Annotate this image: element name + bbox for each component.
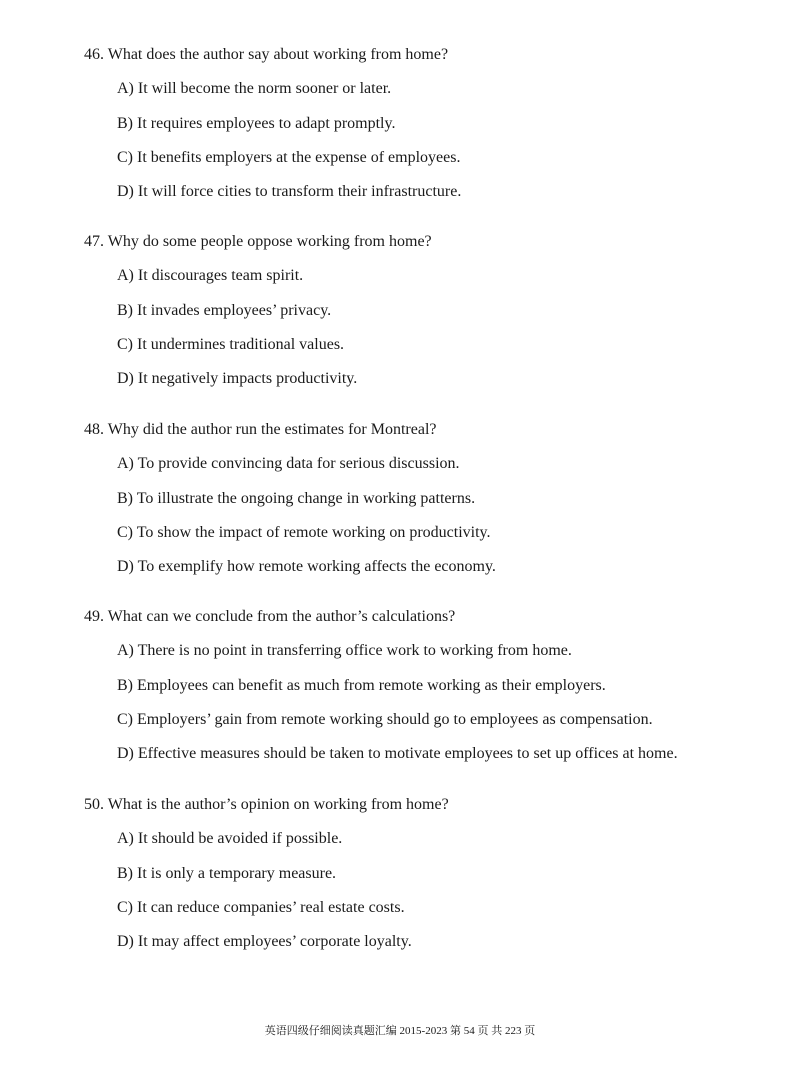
option-list (84, 829, 764, 952)
option-b: B) It invades employees’ privacy. (117, 301, 332, 319)
question-50 (84, 795, 764, 952)
option-list (84, 79, 764, 202)
option-c: C) To show the impact of remote working on productivity. (117, 523, 491, 541)
option-d: D) To exemplify how remote working affects the economy. (117, 558, 496, 576)
option-a: A) It discourages team spirit. (117, 267, 304, 285)
option-d: D) It may affect employees’ corporate loyalty. (117, 933, 412, 951)
option-list (84, 454, 764, 577)
option-b: B) It requires employees to adapt promptly. (117, 114, 396, 132)
question-49 (84, 607, 764, 764)
option-c: C) It undermines traditional values. (117, 335, 345, 353)
question-stem: 46. What does the author say about working from home? (84, 46, 449, 63)
option-a: A) It will become the norm sooner or later. (117, 80, 392, 98)
option-b: B) It is only a temporary measure. (117, 864, 337, 882)
option-d: D) It will force cities to transform their infrastructure. (117, 183, 462, 201)
option-d: D) Effective measures should be taken to motivate employees to set up offices at home. (117, 745, 678, 763)
option-a: A) To provide convincing data for serious discussion. (117, 455, 460, 473)
question-stem: 48. Why did the author run the estimates for Montreal? (84, 421, 437, 438)
question-stem: 47. Why do some people oppose working from home? (84, 233, 432, 250)
option-c: C) It can reduce companies’ real estate costs. (117, 898, 405, 916)
option-b: B) To illustrate the ongoing change in working patterns. (117, 489, 476, 507)
option-a: A) There is no point in transferring office work to working from home. (117, 642, 572, 660)
option-list (84, 641, 764, 764)
question-47 (84, 232, 764, 389)
option-d: D) It negatively impacts productivity. (117, 370, 358, 388)
question-stem: 49. What can we conclude from the author’s calculations? (84, 608, 456, 625)
option-a: A) It should be avoided if possible. (117, 830, 343, 848)
option-c: C) It benefits employers at the expense of employees. (117, 148, 461, 166)
option-c: C) Employers’ gain from remote working should go to employees as compensation. (117, 710, 653, 728)
question-stem: 50. What is the author’s opinion on working from home? (84, 796, 449, 813)
page-footer: 英语四级仔细阅读真题汇编 2015-2023 第 54 页 共 223 页 (264, 1025, 536, 1037)
question-48 (84, 420, 764, 577)
question-46 (84, 45, 764, 202)
option-list (84, 266, 764, 389)
option-b: B) Employees can benefit as much from remote working as their employers. (117, 676, 606, 694)
